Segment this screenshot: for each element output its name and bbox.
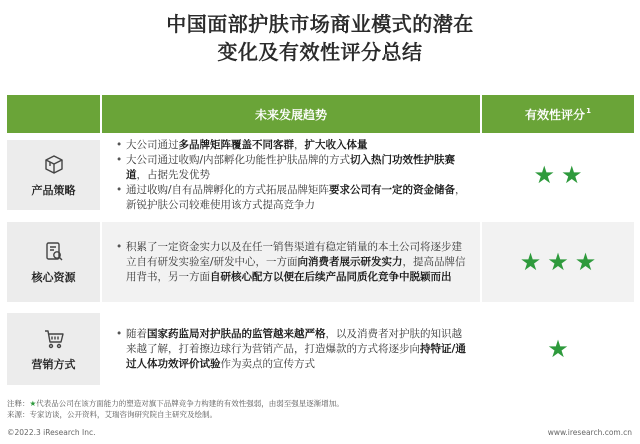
trend-bullet	[114, 327, 470, 372]
bullet-text: ，提高品牌信用背书，另一方面	[126, 255, 466, 283]
bullet-emphasis: 自研核心配方以便在后续产品同质化竞争中脱颖而出	[210, 270, 452, 283]
row-score	[482, 140, 634, 210]
bullet-emphasis: 向消费者展示研发实力	[297, 255, 403, 268]
bullet-text: 大公司通过	[126, 138, 179, 151]
header-trend	[102, 95, 480, 133]
star-icon: ★	[547, 248, 569, 276]
row-category-label: 产品策略	[31, 184, 76, 197]
copyright: ©2022.3 iResearch Inc.	[7, 428, 96, 437]
bullet-emphasis: 切入热门功效性护肤赛道	[126, 153, 456, 181]
trend-bullet	[114, 138, 470, 153]
research-icon	[41, 239, 67, 265]
bullet-text: ，占据先发优势	[136, 168, 210, 181]
note-text: 代表品公司在该方面能力的塑造对旗下品牌竞争力构建的有效性强弱，由弱至强星逐渐增加。	[36, 399, 344, 408]
row-category-label: 核心资源	[31, 271, 76, 284]
bullet-emphasis: 要求公司有一定的资金储备	[329, 183, 456, 196]
row-trend-text	[102, 313, 480, 385]
trend-bullet	[114, 183, 470, 213]
bullet-text: 作为卖点的宣传方式	[220, 357, 315, 370]
bullet-emphasis: 扩大收入体量	[304, 138, 368, 151]
row-category-marketing	[7, 313, 100, 385]
notes	[7, 398, 344, 420]
star-icon: ★	[561, 161, 583, 189]
header-score-footnote: 1	[586, 107, 591, 115]
row-score	[482, 222, 634, 302]
row-category-product	[7, 140, 100, 210]
note-line-2: 来源：专家访谈，公开资料，艾瑞咨询研究院自主研究及绘制。	[7, 410, 217, 419]
bullet-text: 随着	[126, 327, 147, 340]
header-score-label: 有效性评分	[525, 107, 586, 122]
title-line-2: 变化及有效性评分总结	[217, 40, 423, 64]
page-title	[0, 10, 640, 66]
title-line-1: 中国面部护肤市场商业模式的潜在	[166, 12, 474, 36]
bullet-text: ，新锐护肤公司较难使用该方式提高竞争力	[126, 183, 466, 211]
header-score	[482, 95, 634, 133]
star-icon: ★	[574, 248, 597, 276]
star-icon: ★	[547, 335, 569, 363]
row-category-resource	[7, 222, 100, 302]
note-line-1	[7, 398, 344, 409]
row-score	[482, 313, 634, 385]
shopping-cart-icon	[41, 326, 67, 352]
row-category-label: 营销方式	[31, 358, 76, 371]
bullet-emphasis: 国家药监局对护肤品的监管越来越严格	[147, 327, 326, 340]
header-trend-label: 未来发展趋势	[254, 107, 327, 122]
trend-bullet	[114, 240, 470, 285]
star-icon: ★	[519, 248, 542, 276]
bullet-text: ，	[294, 138, 305, 151]
note-prefix: 注释：	[7, 399, 30, 408]
bullet-text: ，以及消费者对护肤的知识越来越了解，打着擦边球行为营销产品，打造爆款的方式将逐步向	[126, 327, 462, 355]
bullet-emphasis: 多品牌矩阵覆盖不同客群	[178, 138, 294, 151]
star-icon: ★	[533, 161, 555, 189]
header-blank-cell	[7, 95, 100, 133]
bullet-emphasis: 持特证/通过人体功效评价试验	[126, 342, 466, 370]
bullet-text: 大公司通过收购/内部孵化功能性护肤品牌的方式	[126, 153, 351, 166]
website-link[interactable]: www.iresearch.com.cn	[547, 428, 632, 437]
row-trend-text	[102, 140, 480, 210]
star-icon: ★	[29, 399, 37, 408]
cubes-icon	[41, 152, 67, 178]
bullet-text: 积累了一定资金实力以及在任一销售渠道有稳定销量的本土公司将逐步建立自有研发实验室/研发中心，一方面	[126, 240, 462, 268]
bullet-text: 通过收购/自有品牌孵化的方式拓展品牌矩阵	[126, 183, 330, 196]
row-trend-text	[102, 222, 480, 302]
trend-bullet	[114, 153, 470, 183]
